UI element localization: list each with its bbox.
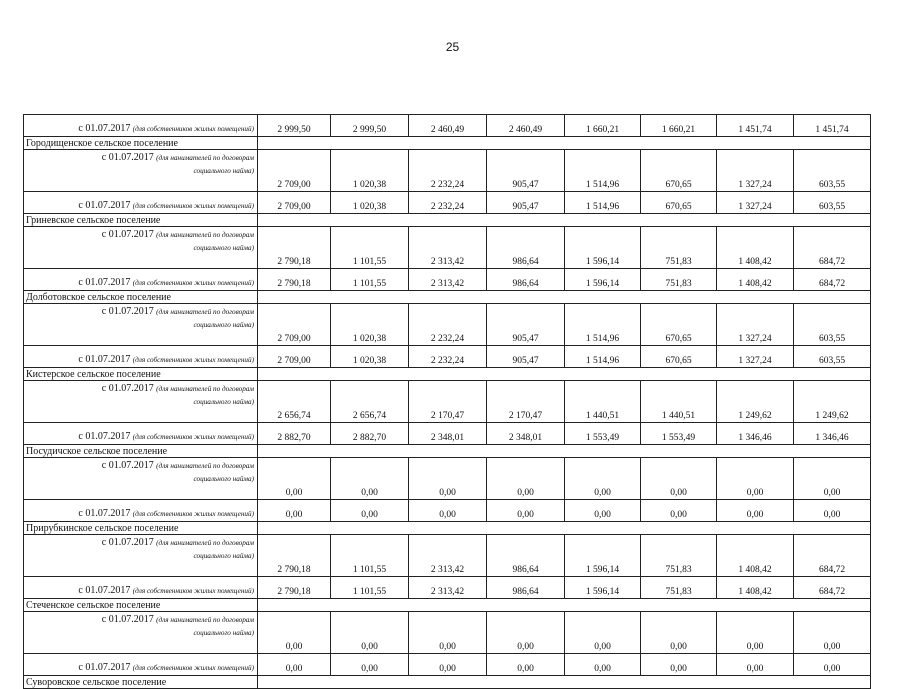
row-date: с 01.07.2017 [78, 662, 131, 673]
value-cell: 1 327,24 [717, 150, 794, 192]
section-header-row [24, 214, 871, 227]
value-cell: 2 709,00 [258, 192, 331, 214]
value-cell: 0,00 [717, 612, 794, 654]
value-cell: 2 348,01 [409, 423, 487, 445]
value-cell: 1 660,21 [565, 115, 641, 137]
value-cell: 0,00 [331, 612, 409, 654]
value-cell: 1 249,62 [717, 381, 794, 423]
value-cell: 1 020,38 [331, 304, 409, 346]
value-cell: 1 451,74 [717, 115, 794, 137]
settlement-name: Стеченское сельское поселение [24, 599, 258, 612]
value-cell: 1 660,21 [641, 115, 717, 137]
value-cell: 0,00 [641, 612, 717, 654]
row-label [24, 150, 258, 192]
value-cell: 751,83 [641, 577, 717, 599]
value-cell: 1 408,42 [717, 269, 794, 291]
tariff-row [24, 346, 871, 368]
row-date: с 01.07.2017 [78, 585, 131, 596]
row-date: с 01.07.2017 [101, 306, 154, 317]
row-label [24, 192, 258, 214]
value-cell: 1 346,46 [794, 423, 871, 445]
value-cell: 670,65 [641, 346, 717, 368]
value-cell: 2 232,24 [409, 192, 487, 214]
value-cell: 1 553,49 [641, 423, 717, 445]
value-cell: 2 170,47 [409, 381, 487, 423]
value-cell: 1 440,51 [565, 381, 641, 423]
value-cell: 1 101,55 [331, 227, 409, 269]
value-cell: 2 999,50 [258, 115, 331, 137]
value-cell: 603,55 [794, 150, 871, 192]
value-cell: 670,65 [641, 192, 717, 214]
value-cell: 986,64 [487, 535, 565, 577]
row-label [24, 227, 258, 269]
row-note-line2: социального найма) [193, 321, 254, 329]
row-date: с 01.07.2017 [101, 152, 154, 163]
value-cell: 0,00 [565, 500, 641, 522]
value-cell: 0,00 [717, 500, 794, 522]
value-cell: 603,55 [794, 346, 871, 368]
value-cell: 2 170,47 [487, 381, 565, 423]
value-cell: 905,47 [487, 150, 565, 192]
tariff-row [24, 612, 871, 654]
row-date: с 01.07.2017 [101, 383, 154, 394]
section-header-row [24, 291, 871, 304]
row-label [24, 500, 258, 522]
row-label [24, 346, 258, 368]
value-cell: 603,55 [794, 192, 871, 214]
value-cell: 905,47 [487, 304, 565, 346]
tariff-row [24, 654, 871, 676]
value-cell: 0,00 [258, 458, 331, 500]
value-cell: 0,00 [565, 612, 641, 654]
settlement-name: Городищенское сельское поселение [24, 137, 258, 150]
value-cell: 1 514,96 [565, 304, 641, 346]
value-cell: 0,00 [487, 612, 565, 654]
value-cell: 684,72 [794, 535, 871, 577]
value-cell: 1 101,55 [331, 269, 409, 291]
value-cell: 1 020,38 [331, 150, 409, 192]
value-cell: 0,00 [641, 458, 717, 500]
value-cell: 2 313,42 [409, 577, 487, 599]
value-cell: 0,00 [487, 654, 565, 676]
value-cell: 1 514,96 [565, 150, 641, 192]
row-note-line2: социального найма) [193, 552, 254, 560]
value-cell: 1 408,42 [717, 227, 794, 269]
value-cell: 2 656,74 [258, 381, 331, 423]
row-note: (для собственников жилых помещений) [132, 510, 254, 518]
value-cell: 751,83 [641, 535, 717, 577]
value-cell: 2 232,24 [409, 150, 487, 192]
row-note: (для нанимателей по договорам [156, 231, 254, 239]
value-cell: 2 232,24 [409, 346, 487, 368]
row-note-line2: социального найма) [193, 475, 254, 483]
row-date: с 01.07.2017 [78, 123, 131, 134]
value-cell: 2 882,70 [331, 423, 409, 445]
empty-cell [258, 522, 871, 535]
tariff-row [24, 115, 871, 137]
row-note: (для собственников жилых помещений) [132, 279, 254, 287]
tariff-row [24, 150, 871, 192]
value-cell: 0,00 [258, 654, 331, 676]
value-cell: 1 596,14 [565, 269, 641, 291]
row-label [24, 654, 258, 676]
value-cell: 1 596,14 [565, 577, 641, 599]
row-date: с 01.07.2017 [78, 431, 131, 442]
row-date: с 01.07.2017 [78, 354, 131, 365]
value-cell: 0,00 [565, 654, 641, 676]
settlement-name: Суворовское сельское поселение [24, 676, 258, 689]
value-cell: 0,00 [409, 458, 487, 500]
value-cell: 986,64 [487, 577, 565, 599]
row-label [24, 458, 258, 500]
row-note: (для нанимателей по договорам [156, 462, 254, 470]
value-cell: 1 596,14 [565, 535, 641, 577]
value-cell: 2 313,42 [409, 269, 487, 291]
page-number: 25 [445, 40, 460, 54]
value-cell: 1 408,42 [717, 535, 794, 577]
row-note-line2: социального найма) [193, 244, 254, 252]
row-label [24, 269, 258, 291]
row-note: (для нанимателей по договорам [156, 308, 254, 316]
value-cell: 0,00 [331, 654, 409, 676]
tariff-row [24, 304, 871, 346]
empty-cell [258, 676, 871, 689]
value-cell: 2 460,49 [409, 115, 487, 137]
row-note: (для собственников жилых помещений) [132, 202, 254, 210]
value-cell: 0,00 [258, 500, 331, 522]
value-cell: 905,47 [487, 192, 565, 214]
tariff-row [24, 458, 871, 500]
empty-cell [258, 214, 871, 227]
row-label [24, 612, 258, 654]
row-note: (для собственников жилых помещений) [132, 587, 254, 595]
section-header-row [24, 137, 871, 150]
value-cell: 0,00 [331, 500, 409, 522]
value-cell: 905,47 [487, 346, 565, 368]
section-header-row [24, 599, 871, 612]
empty-cell [258, 445, 871, 458]
value-cell: 2 882,70 [258, 423, 331, 445]
tariff-table [23, 114, 871, 689]
value-cell: 1 101,55 [331, 535, 409, 577]
row-label [24, 423, 258, 445]
value-cell: 670,65 [641, 150, 717, 192]
row-date: с 01.07.2017 [78, 508, 131, 519]
value-cell: 2 709,00 [258, 150, 331, 192]
value-cell: 751,83 [641, 227, 717, 269]
row-note: (для нанимателей по договорам [156, 154, 254, 162]
value-cell: 2 313,42 [409, 535, 487, 577]
value-cell: 2 790,18 [258, 577, 331, 599]
settlement-name: Прирубкинское сельское поселение [24, 522, 258, 535]
value-cell: 684,72 [794, 269, 871, 291]
value-cell: 2 348,01 [487, 423, 565, 445]
settlement-name: Долботовское сельское поселение [24, 291, 258, 304]
tariff-row [24, 535, 871, 577]
value-cell: 1 553,49 [565, 423, 641, 445]
row-note-line2: социального найма) [193, 167, 254, 175]
row-label [24, 304, 258, 346]
row-date: с 01.07.2017 [101, 537, 154, 548]
row-note: (для нанимателей по договорам [156, 616, 254, 624]
value-cell: 2 999,50 [331, 115, 409, 137]
tariff-row [24, 269, 871, 291]
value-cell: 1 327,24 [717, 192, 794, 214]
tariff-row [24, 577, 871, 599]
settlement-name: Гриневское сельское поселение [24, 214, 258, 227]
value-cell: 2 790,18 [258, 535, 331, 577]
row-label [24, 535, 258, 577]
row-note: (для собственников жилых помещений) [132, 125, 254, 133]
row-note-line2: социального найма) [193, 629, 254, 637]
section-header-row [24, 522, 871, 535]
row-note-line2: социального найма) [193, 398, 254, 406]
row-date: с 01.07.2017 [78, 277, 131, 288]
row-note: (для собственников жилых помещений) [132, 664, 254, 672]
empty-cell [258, 137, 871, 150]
settlement-name: Кистерское сельское поселение [24, 368, 258, 381]
value-cell: 2 709,00 [258, 346, 331, 368]
value-cell: 0,00 [641, 654, 717, 676]
value-cell: 1 346,46 [717, 423, 794, 445]
row-date: с 01.07.2017 [101, 614, 154, 625]
value-cell: 0,00 [409, 654, 487, 676]
value-cell: 1 514,96 [565, 192, 641, 214]
row-note: (для нанимателей по договорам [156, 539, 254, 547]
value-cell: 2 709,00 [258, 304, 331, 346]
value-cell: 0,00 [641, 500, 717, 522]
value-cell: 2 232,24 [409, 304, 487, 346]
section-header-row [24, 445, 871, 458]
tariff-row [24, 423, 871, 445]
row-date: с 01.07.2017 [101, 460, 154, 471]
value-cell: 0,00 [409, 612, 487, 654]
row-note: (для нанимателей по договорам [156, 385, 254, 393]
value-cell: 1 408,42 [717, 577, 794, 599]
value-cell: 0,00 [565, 458, 641, 500]
value-cell: 0,00 [794, 500, 871, 522]
tariff-row [24, 227, 871, 269]
row-note: (для собственников жилых помещений) [132, 433, 254, 441]
value-cell: 0,00 [258, 612, 331, 654]
row-note: (для собственников жилых помещений) [132, 356, 254, 364]
value-cell: 1 020,38 [331, 346, 409, 368]
value-cell: 1 514,96 [565, 346, 641, 368]
value-cell: 1 101,55 [331, 577, 409, 599]
value-cell: 751,83 [641, 269, 717, 291]
row-label [24, 381, 258, 423]
value-cell: 684,72 [794, 577, 871, 599]
tariff-row [24, 381, 871, 423]
section-header-row [24, 368, 871, 381]
value-cell: 1 596,14 [565, 227, 641, 269]
value-cell: 0,00 [331, 458, 409, 500]
value-cell: 0,00 [487, 500, 565, 522]
value-cell: 1 020,38 [331, 192, 409, 214]
tariff-row [24, 500, 871, 522]
section-header-row [24, 676, 871, 689]
value-cell: 0,00 [794, 654, 871, 676]
value-cell: 0,00 [794, 612, 871, 654]
value-cell: 2 790,18 [258, 269, 331, 291]
empty-cell [258, 368, 871, 381]
row-date: с 01.07.2017 [101, 229, 154, 240]
value-cell: 2 656,74 [331, 381, 409, 423]
value-cell: 2 460,49 [487, 115, 565, 137]
value-cell: 603,55 [794, 304, 871, 346]
value-cell: 1 440,51 [641, 381, 717, 423]
value-cell: 0,00 [717, 458, 794, 500]
value-cell: 1 451,74 [794, 115, 871, 137]
value-cell: 1 327,24 [717, 304, 794, 346]
value-cell: 1 249,62 [794, 381, 871, 423]
row-label [24, 115, 258, 137]
value-cell: 2 790,18 [258, 227, 331, 269]
value-cell: 986,64 [487, 227, 565, 269]
value-cell: 1 327,24 [717, 346, 794, 368]
value-cell: 986,64 [487, 269, 565, 291]
value-cell: 0,00 [794, 458, 871, 500]
row-date: с 01.07.2017 [78, 200, 131, 211]
row-label [24, 577, 258, 599]
value-cell: 0,00 [409, 500, 487, 522]
value-cell: 0,00 [487, 458, 565, 500]
settlement-name: Посудичское сельское поселение [24, 445, 258, 458]
value-cell: 684,72 [794, 227, 871, 269]
value-cell: 0,00 [717, 654, 794, 676]
empty-cell [258, 291, 871, 304]
tariff-row [24, 192, 871, 214]
value-cell: 2 313,42 [409, 227, 487, 269]
value-cell: 670,65 [641, 304, 717, 346]
empty-cell [258, 599, 871, 612]
